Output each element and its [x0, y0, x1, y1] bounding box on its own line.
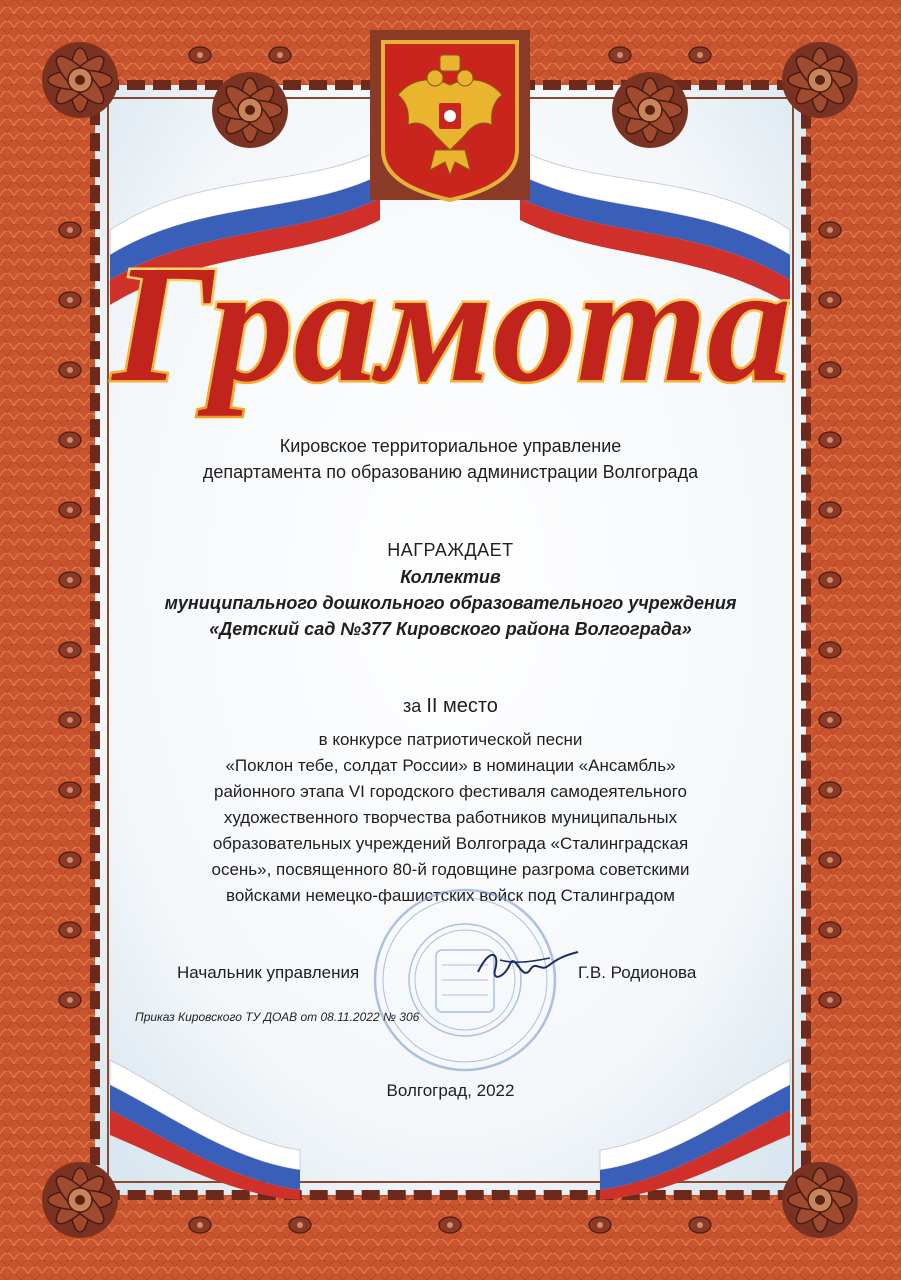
issuer-line-2: департамента по образованию администрации Волгограда [202, 462, 699, 482]
issuer-block [0, 433, 901, 485]
desc-line-7: войсками немецко-фашистских войск под Сталинградом [226, 886, 675, 905]
coat-of-arms-icon [370, 30, 530, 200]
order-reference: Приказ Кировского ТУ ДОАВ от 08.11.2022 № 306 [135, 1010, 420, 1024]
place-prefix: за [403, 696, 422, 716]
desc-line-6: осень», посвященного 80-й годовщине разгрома советскими [211, 860, 690, 879]
signatory-position: Начальник управления [177, 963, 360, 982]
place-date: Волгоград, 2022 [386, 1081, 515, 1100]
desc-line-1: в конкурсе патриотической песни [318, 730, 583, 749]
recipient-line-1: Коллектив [400, 567, 501, 587]
achievement-description [0, 727, 901, 909]
title: Грамота [112, 231, 792, 417]
recipient-line-2: муниципального дошкольного образовательного учреждения [164, 593, 737, 613]
desc-line-5: образовательных учреждений Волгограда «Сталинградская [212, 834, 689, 853]
award-verb: НАГРАЖДАЕТ [387, 540, 514, 560]
issuer-line-1: Кировское территориальное управление [279, 436, 622, 456]
desc-line-4: художественного творчества работников муниципальных [223, 808, 678, 827]
recipient-block [0, 564, 901, 642]
signatory-name: Г.В. Родионова [578, 963, 697, 982]
recipient-line-3: «Детский сад №377 Кировского района Волгограда» [209, 619, 692, 639]
signature-icon [470, 942, 585, 992]
place-line [0, 695, 901, 717]
desc-line-3: районного этапа VI городского фестиваля самодеятельного [214, 782, 687, 801]
desc-line-2: «Поклон тебе, солдат России» в номинации «Ансамбль» [225, 756, 676, 775]
place-value: II место [426, 695, 498, 717]
